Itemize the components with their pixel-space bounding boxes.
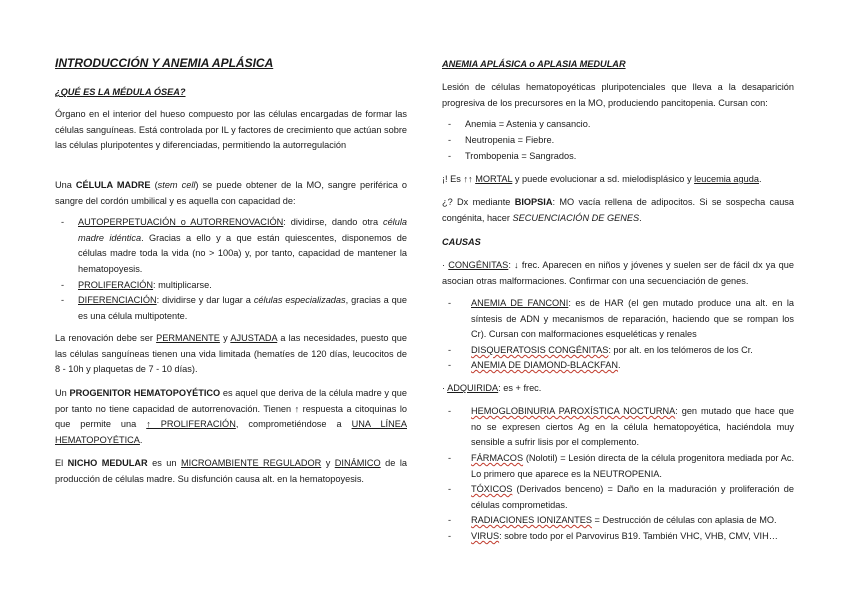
list-dash: - — [448, 119, 452, 129]
list-item-radiaciones: RADIACIONES IONIZANTES = Destrucción de células con aplasia de MO. — [471, 515, 777, 525]
paragraph-nicho: El NICHO MEDULAR es un MICROAMBIENTE REGULADOR y DINÁMICO de la producción de células madre. Su disfunción causa alt. en la hematopoyesis. — [55, 458, 408, 484]
list-dash: - — [448, 151, 452, 161]
list-dash: - — [448, 298, 452, 308]
paragraph-mortal: ¡! Es ↑↑ MORTAL y puede evolucionar a sd. mielodisplásico y leucemia aguda. — [442, 174, 762, 184]
list-dash: - — [448, 515, 452, 525]
list-dash: - — [448, 406, 452, 416]
list-item-hemoglobinuria: HEMOGLOBINURIA PAROXÍSTICA NOCTURNA: gen mutado que hace que no se expresen ciertos Ag en la célula hematopoyética, haciéndola muy sensible a sufrir lisis por el complemento. — [471, 406, 794, 448]
paragraph-lesion: Lesión de células hematopoyéticas pluripotenciales que lleva a la desaparición progresiva de los precursores en la MO, produciendo pancitopenia. Cursan con: — [442, 82, 794, 108]
list-dash: - — [448, 345, 452, 355]
paragraph-stem-cell: Una CÉLULA MADRE (stem cell) se puede obtener de la MO, sangre periférica o sangre del cordón umbilical y es aquella con capacidad de: — [55, 180, 408, 206]
list-item-fanconi: ANEMIA DE FANCONI: es de HAR (el gen mutado produce una alt. en la síntesis de ADN y mecanismos de reparación, haciendo que se rompan los Cr). Cursan con malformaciones esqueléticas y renales — [471, 298, 794, 340]
list-item-diferenciacion: DIFERENCIACIÓN: dividirse y dar lugar a células especializadas, gracias a que es una célula multipotente. — [78, 295, 407, 321]
list-dash: - — [61, 280, 65, 290]
list-dash: - — [448, 453, 452, 463]
paragraph-bone-marrow: Órgano en el interior del hueso compuesto por las células encargadas de formar las células sanguíneas. Está controlada por IL y factores de crecimiento que actúan sobre las células pluripotentes y diferenciadas, permitiendo la autorregulación — [55, 109, 407, 151]
section-title-causas: CAUSAS — [442, 237, 481, 247]
list-item-disqueratosis: DISQUERATOSIS CONGÉNITAS: por alt. en los telómeros de los Cr. — [471, 345, 753, 355]
list-item-virus: VIRUS: sobre todo por el Parvovirus B19. También VHC, VHB, CMV, VIH… — [471, 531, 778, 541]
list-dash: - — [448, 484, 452, 494]
list-dash: - — [61, 295, 65, 305]
page-title: INTRODUCCIÓN Y ANEMIA APLÁSICA — [55, 56, 274, 70]
list-dash: - — [448, 360, 452, 370]
section-title-anemia-aplasica: ANEMIA APLÁSICA o APLASIA MEDULAR — [442, 59, 626, 69]
section-question: ¿QUÉ ES LA MÉDULA ÓSEA? — [55, 87, 186, 97]
symptom-item: Trombopenia = Sangrados. — [465, 151, 577, 161]
paragraph-renovacion: La renovación debe ser PERMANENTE y AJUSTADA a las necesidades, puesto que las células sanguíneas tienen una vida limitada (hematíes de 120 días, leucocitos de 8 - 10h y plaquetas de 7 - 10 días). — [55, 333, 407, 375]
list-item-diamond-blackfan: ANEMIA DE DIAMOND-BLACKFAN. — [471, 360, 621, 370]
list-dash: - — [448, 531, 452, 541]
paragraph-congenitas: · CONGÉNITAS: ↓ frec. Aparecen en niños y jóvenes y suelen ser de fácil dx ya que asocian otras malformaciones. Confirmar con una secuenciación de genes. — [442, 260, 794, 286]
list-item-autoperpetuacion: AUTOPERPETUACIÓN o AUTORRENOVACIÓN: dividirse, dando otra célula madre idéntica. Gracias a ello y a que están quiescentes, disponemos de células madre toda la vida (no > 100a) y, por tanto, capacidad de mantener la hematopoyesis. — [78, 217, 407, 274]
symptom-item: Anemia = Astenia y cansancio. — [465, 119, 591, 129]
symptom-item: Neutropenia = Fiebre. — [465, 135, 555, 145]
paragraph-diagnostico: ¿? Dx mediante BIOPSIA: MO vacía rellena de adipocitos. Si se sospecha causa congénita, hacer SECUENCIACIÓN DE GENES. — [442, 197, 795, 223]
list-item-farmacos: FÁRMACOS (Nolotil) = Lesión directa de la célula progenitora mediada por Ac. Lo primero que aparece es la NEUTROPENIA. — [471, 453, 794, 479]
list-item-toxicos: TÓXICOS (Derivados benceno) = Daño en la maduración y proliferación de células comprometidas. — [471, 484, 794, 510]
list-dash: - — [61, 217, 65, 227]
list-dash: - — [448, 135, 452, 145]
list-item-proliferacion: PROLIFERACIÓN: multiplicarse. — [78, 280, 212, 290]
paragraph-adquirida: · ADQUIRIDA: es + frec. — [442, 383, 542, 393]
paragraph-progenitor: Un PROGENITOR HEMATOPOYÉTICO es aquel que deriva de la célula madre y que por tanto no tiene capacidad de autorrenovación. Tienen ↑ respuesta a citoquinas lo que permite una ↑ PROLIFERACIÓN, comprometiéndose a UNA LÍNEA HEMATOPOYÉTICA. — [55, 388, 407, 445]
